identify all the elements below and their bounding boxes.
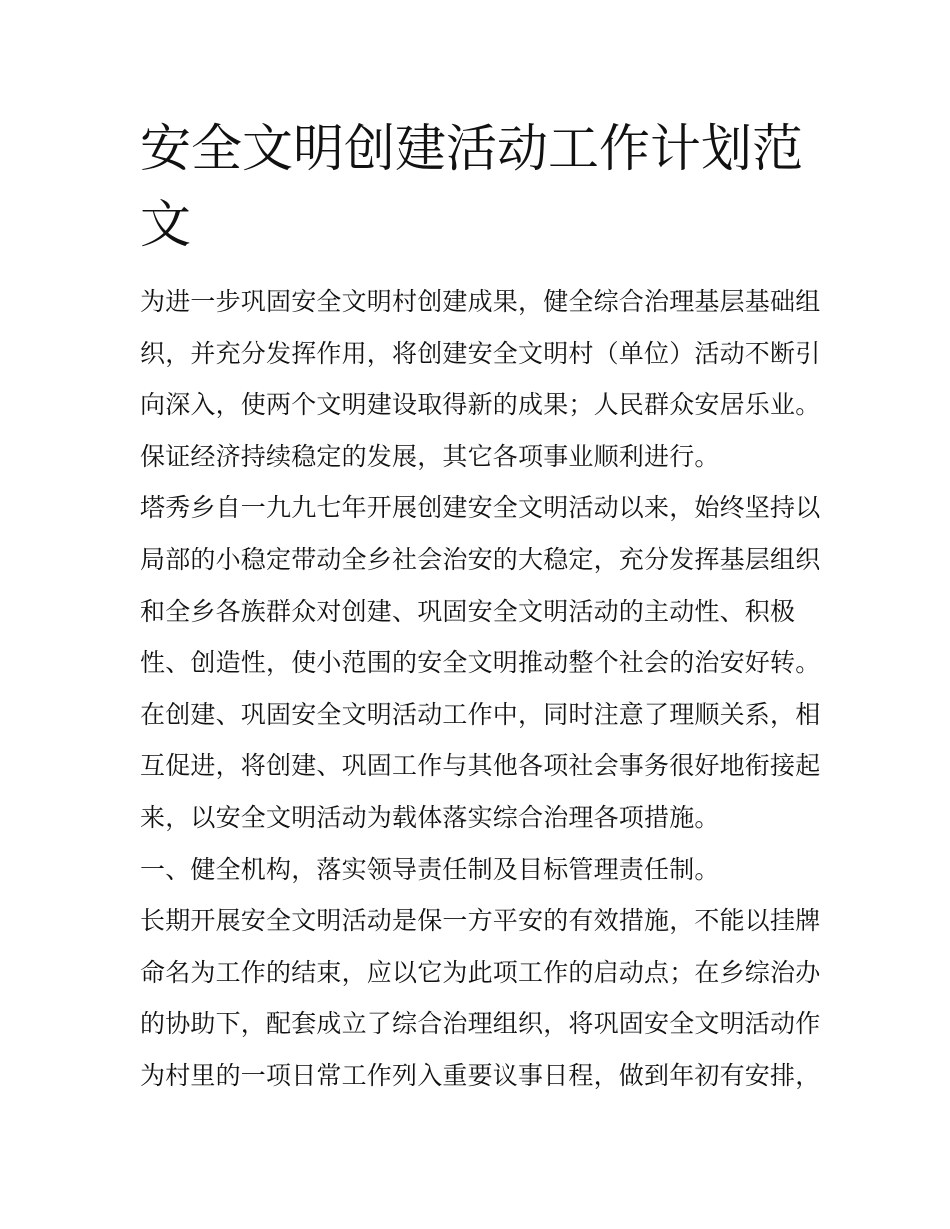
body-text-line: 的协助下，配套成立了综合治理组织，将巩固安全文明活动作 bbox=[140, 1009, 821, 1039]
body-text-line: 互促进，将创建、巩固工作与其他各项社会事务很好地衔接起 bbox=[140, 751, 821, 781]
body-text-line: 为进一步巩固安全文明村创建成果，健全综合治理基层基础组 bbox=[140, 287, 821, 316]
title-line: 文 bbox=[140, 196, 192, 255]
body-text-line: 长期开展安全文明活动是保一方平安的有效措施，不能以挂牌 bbox=[140, 906, 821, 936]
body-text-line: 性、创造性，使小范围的安全文明推动整个社会的治安好转。 bbox=[140, 648, 821, 678]
body-text-line: 塔秀乡自一九九七年开展创建安全文明活动以来，始终坚持以 bbox=[140, 493, 821, 523]
title-line: 安全文明创建活动工作计划范 bbox=[140, 120, 804, 179]
body-text-line: 为村里的一项日常工作列入重要议事日程，做到年初有安排， bbox=[140, 1060, 821, 1090]
body-text-line: 局部的小稳定带动全乡社会治安的大稳定，充分发挥基层组织 bbox=[140, 544, 821, 574]
body-text-line: 命名为工作的结束，应以它为此项工作的启动点；在乡综治办 bbox=[140, 957, 821, 987]
document-body bbox=[140, 276, 830, 1102]
body-text-line: 保证经济持续稳定的发展，其它各项事业顺利进行。 bbox=[140, 441, 720, 471]
body-text-line: 向深入，使两个文明建设取得新的成果；人民群众安居乐业。 bbox=[140, 390, 821, 420]
section-heading: 一、健全机构，落实领导责任制及目标管理责任制。 bbox=[140, 854, 720, 884]
document-title bbox=[140, 112, 820, 264]
body-text-line: 在创建、巩固安全文明活动工作中，同时注意了理顺关系，相 bbox=[140, 699, 821, 729]
body-text-line: 和全乡各族群众对创建、巩固安全文明活动的主动性、积极 bbox=[140, 596, 796, 626]
body-text-line: 织，并充分发挥作用，将创建安全文明村（单位）活动不断引 bbox=[140, 338, 821, 368]
body-text-line: 来，以安全文明活动为载体落实综合治理各项措施。 bbox=[140, 802, 720, 832]
